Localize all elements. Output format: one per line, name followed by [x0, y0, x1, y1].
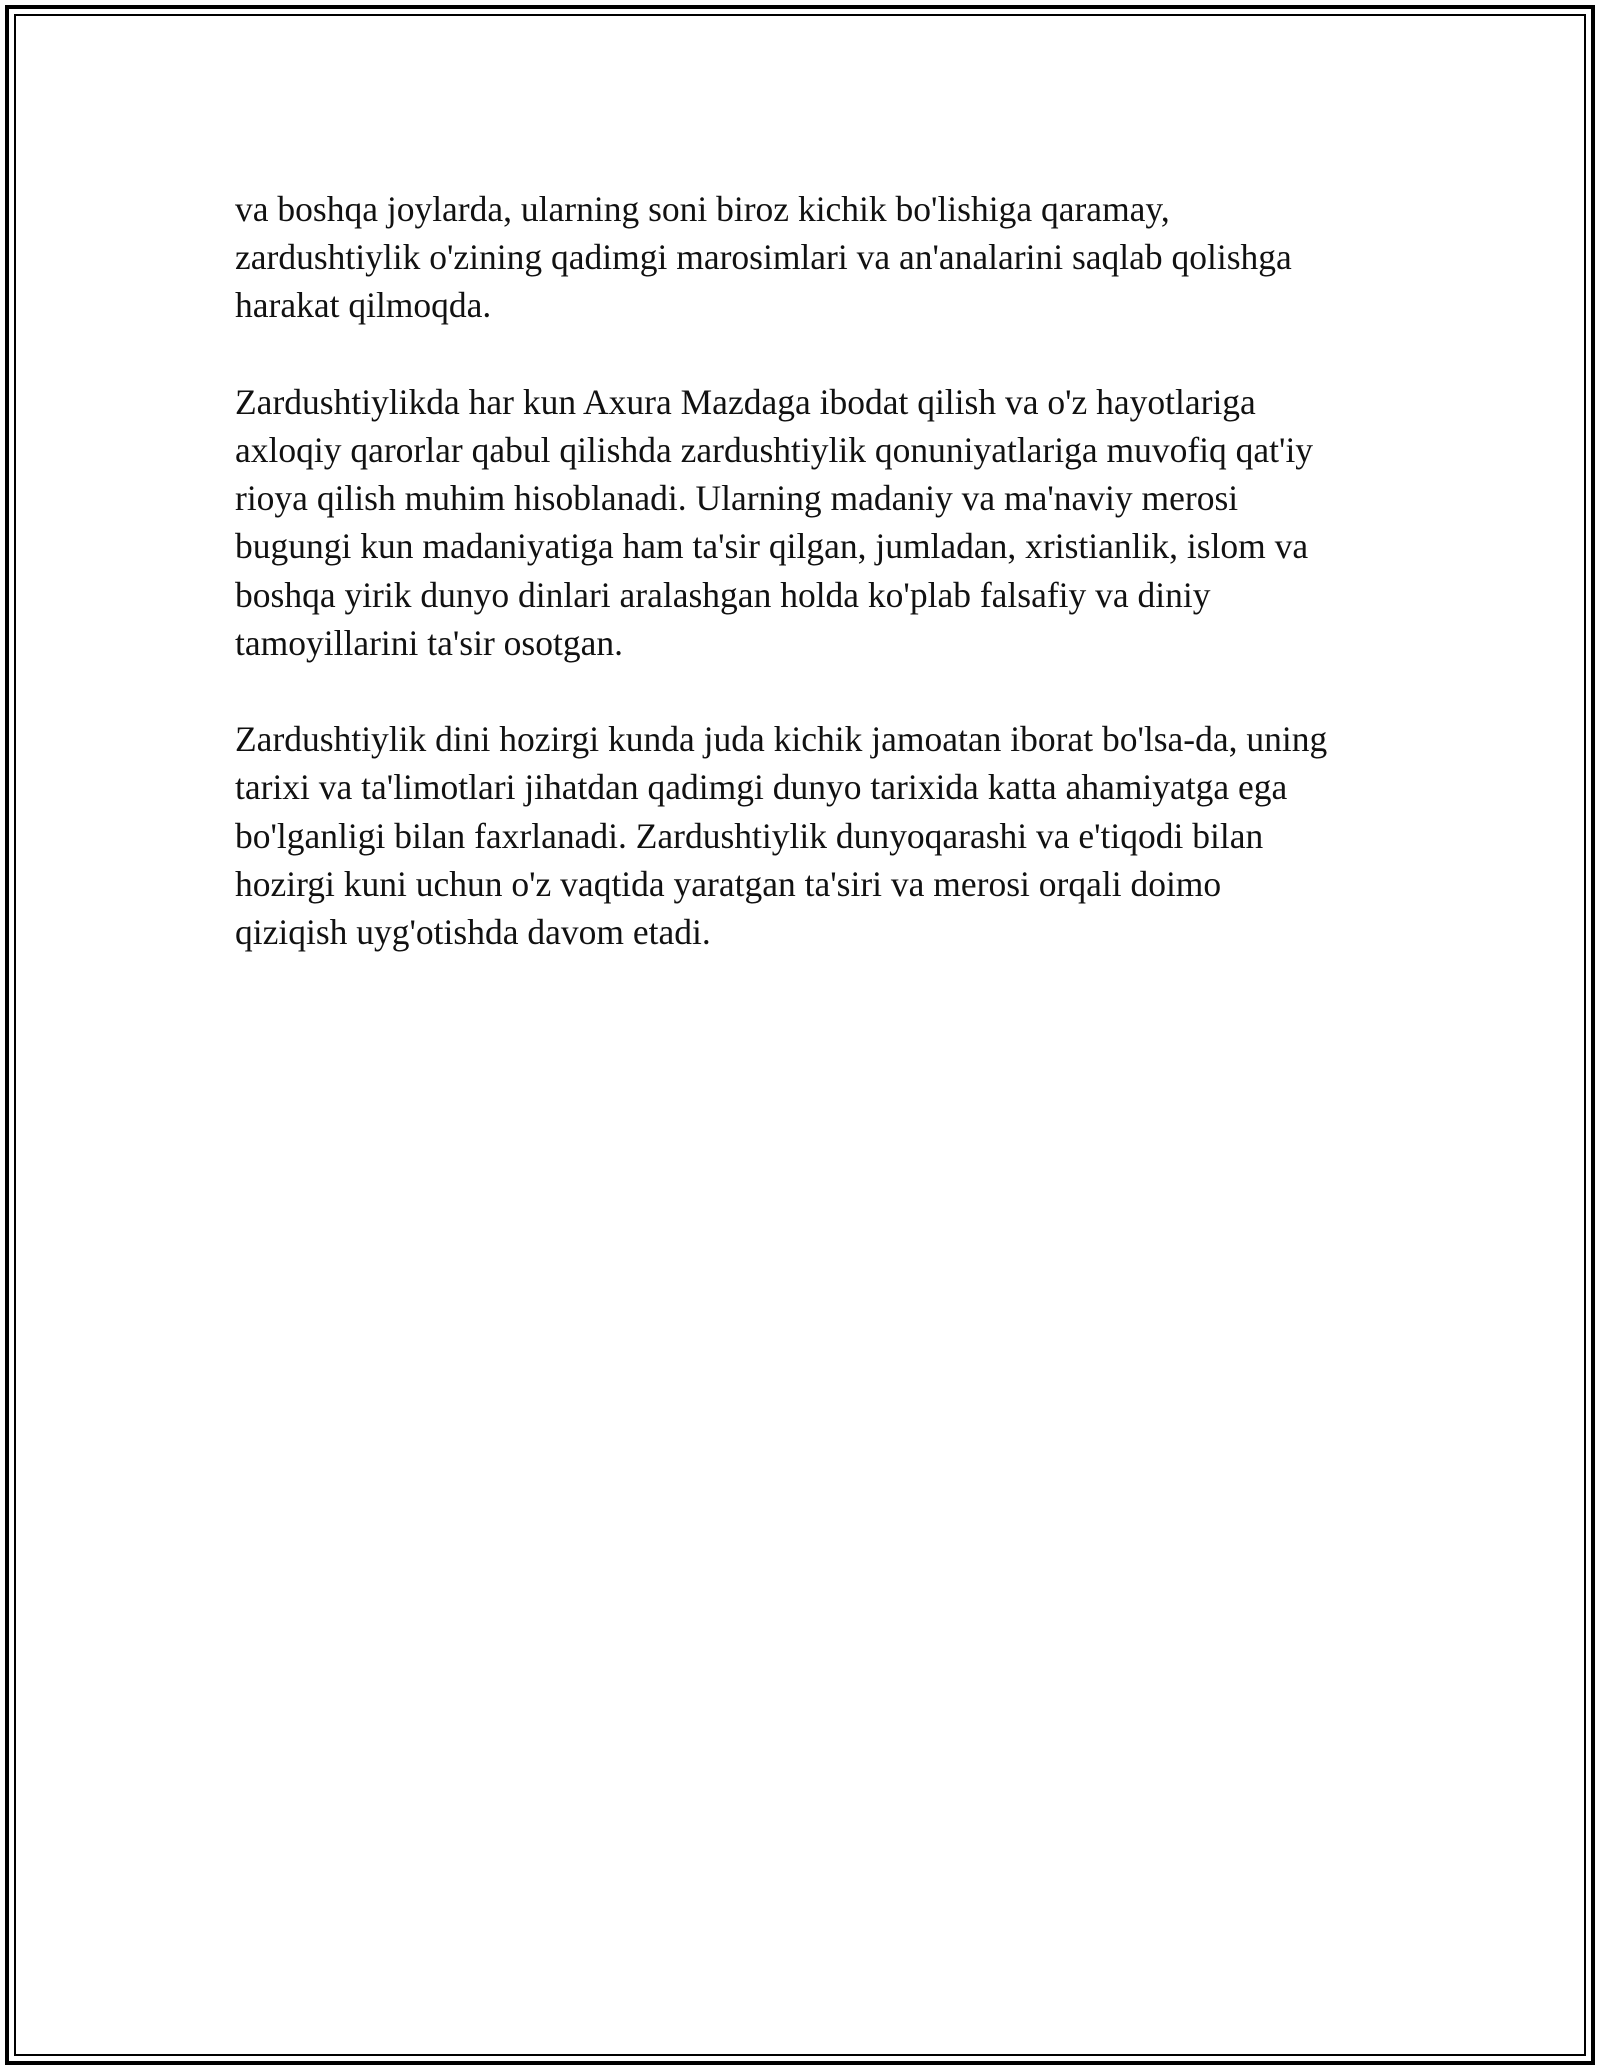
paragraph-2: Zardushtiylikda har kun Axura Mazdaga ibodat qilish va o'z hayotlariga axloqiy qarorlar qabul qilishda zardushtiylik qonuniyatlariga muvofiq qat'iy rioya qilish muhim hisoblanadi. Ularning madaniy va ma'naviy merosi bugungi kun madaniyatiga ham ta'sir qilgan, jumladan, xristianlik, islom va boshqa yirik dunyo dinlari aralashgan holda ko'plab falsafiy va diniy tamoyillarini ta'sir osotgan. [235, 381, 1314, 663]
paragraph-1: va boshqa joylarda, ularning soni biroz kichik bo'lishiga qaramay, zardushtiylik o'zining qadimgi marosimlari va an'analarini saqlab qolishga harakat qilmoqda. [235, 189, 1292, 326]
paragraph-3: Zardushtiylik dini hozirgi kunda juda kichik jamoatan iborat bo'lsa-da, uning tarixi va ta'limotlari jihatdan qadimgi dunyo tarixida katta ahamiyatga ega bo'lganligi bilan faxrlanadi. Zardushtiylik dunyoqarashi va e'tiqodi bilan hozirgi kuni uchun o'z vaqtida yaratgan ta'siri va merosi orqali doimo qiziqish uyg'otishda davom etadi. [235, 719, 1328, 953]
document-body [235, 185, 1385, 1004]
